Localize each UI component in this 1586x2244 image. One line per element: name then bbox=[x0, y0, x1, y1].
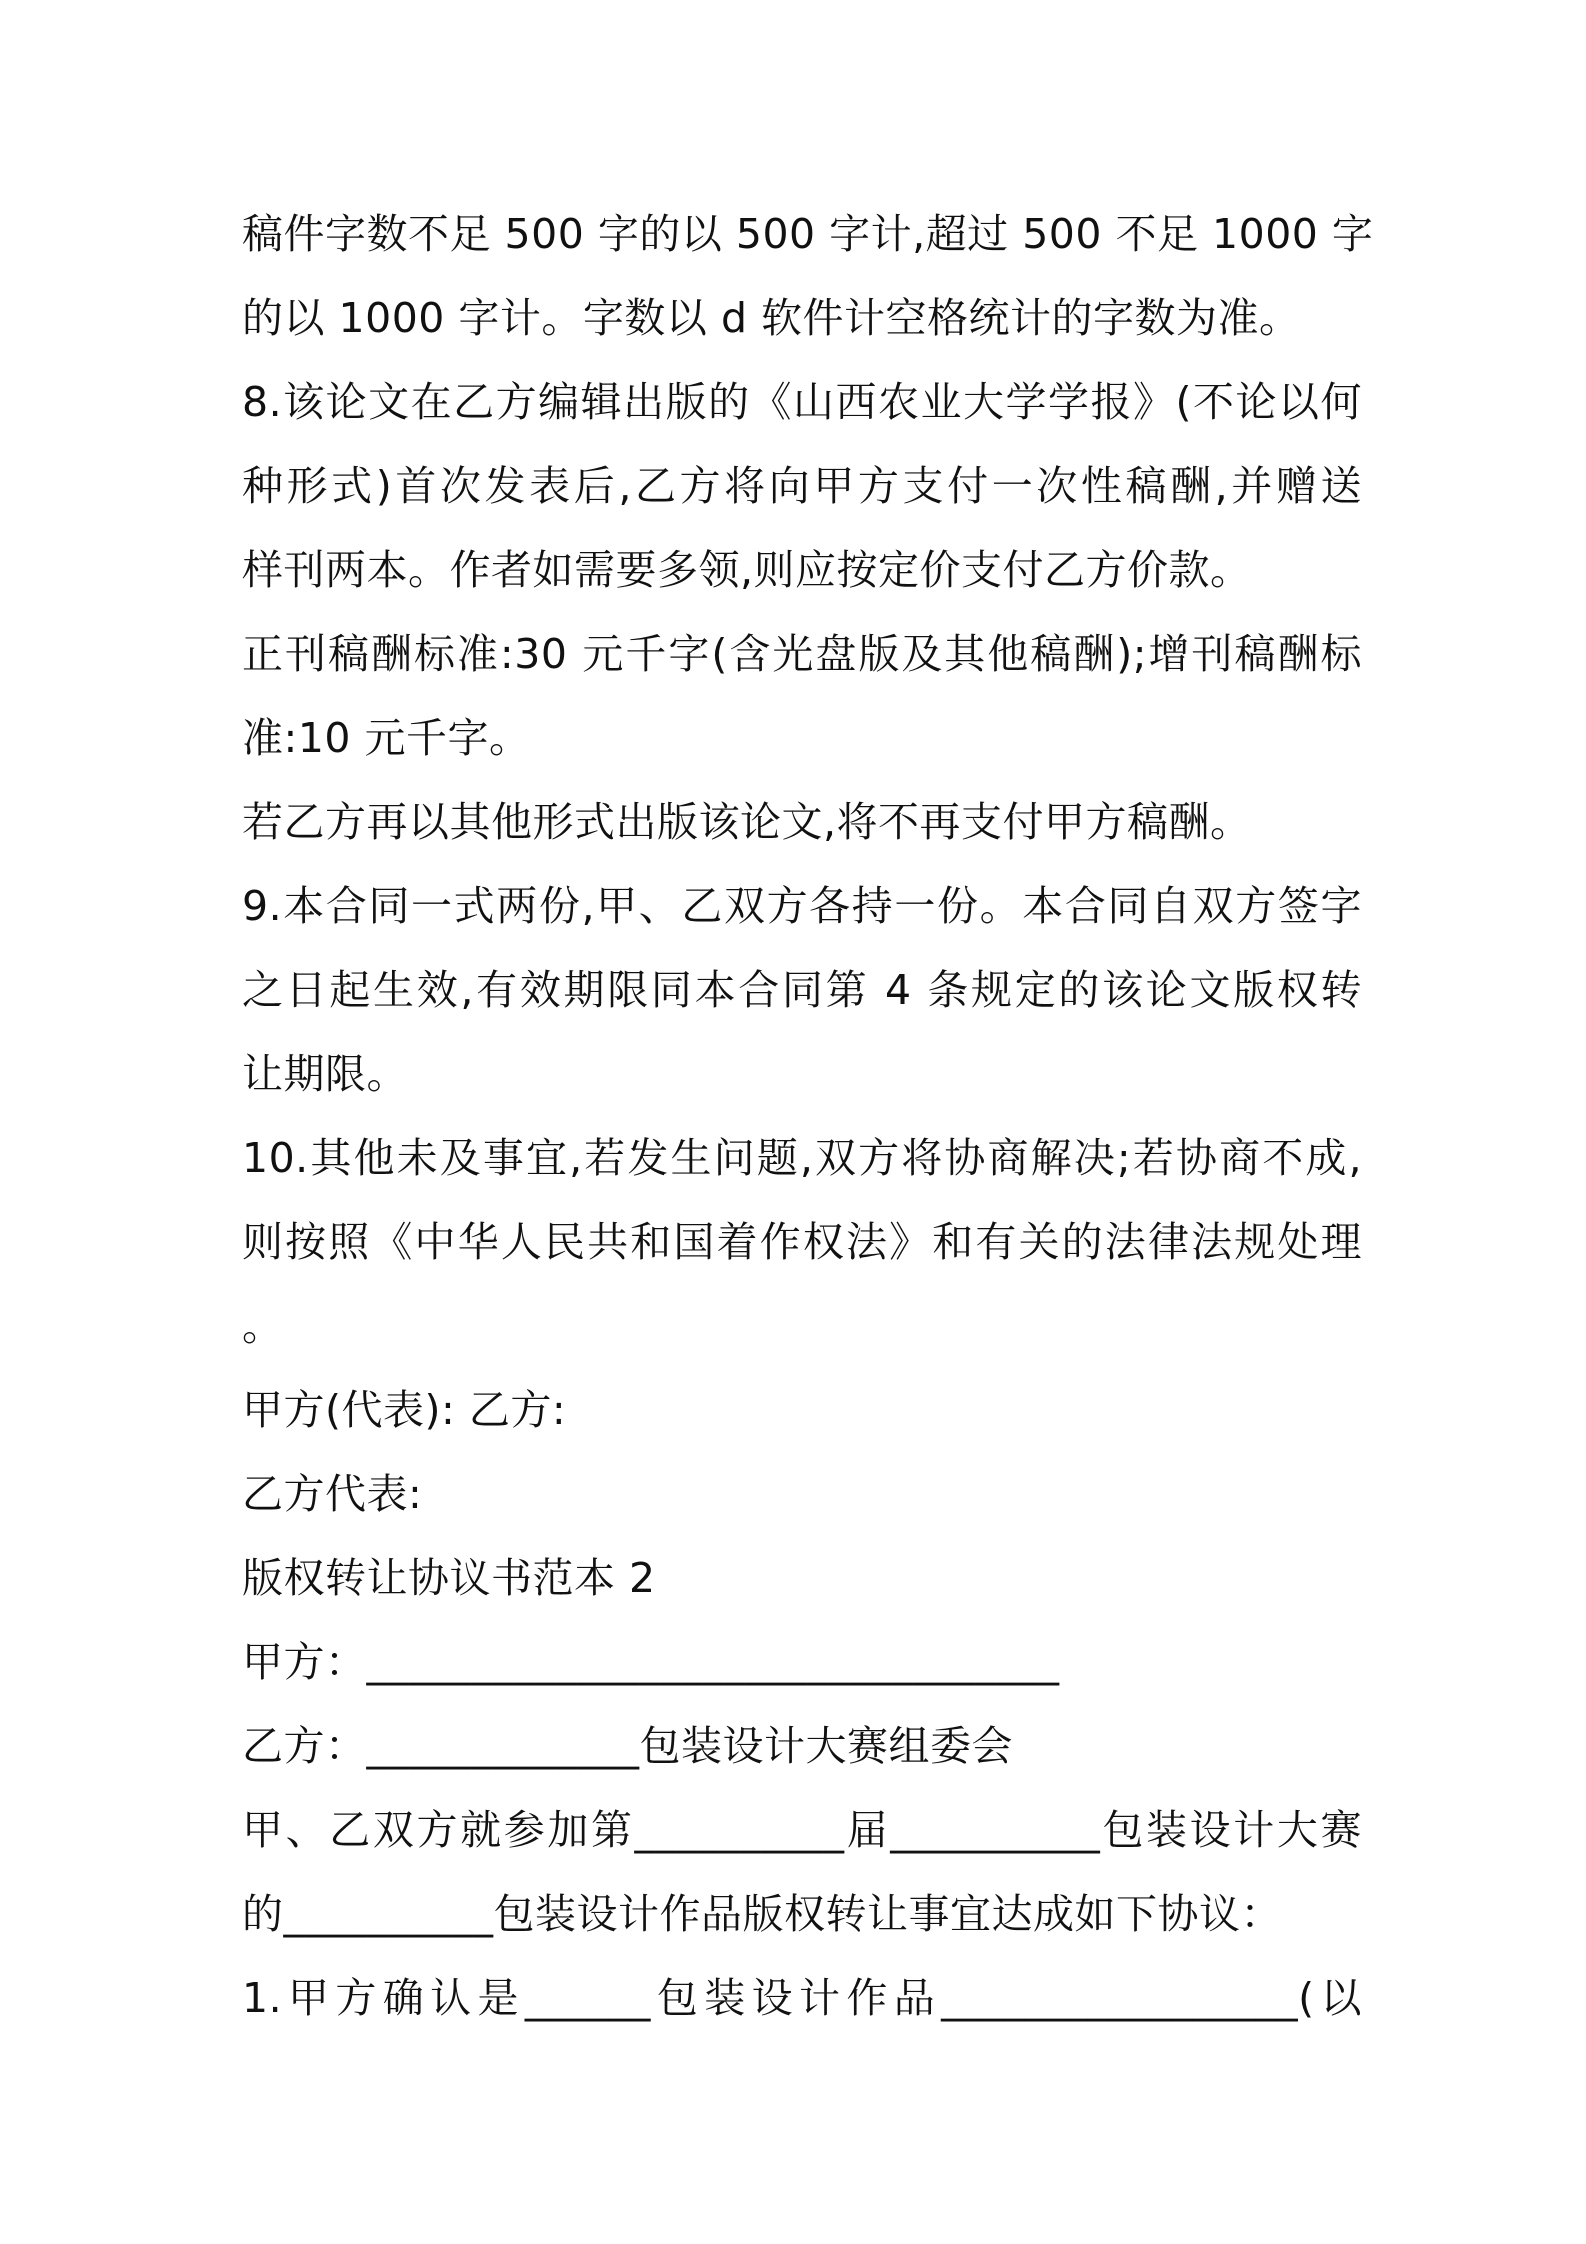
party-b-field: 乙方：_____________包装设计大赛组委会 bbox=[242, 1722, 1013, 1770]
text-line: 的以 1000 字计。字数以 d 软件计空格统计的字数为准。 bbox=[242, 294, 1301, 342]
section-title: 版权转让协议书范本 2 bbox=[242, 1554, 656, 1602]
clause-1-line: 1.甲方确认是______包装设计作品_________________(以 bbox=[242, 1974, 1362, 2022]
text-line: 样刊两本。作者如需要多领,则应按定价支付乙方价款。 bbox=[242, 546, 1252, 594]
text-line: 之日起生效,有效期限同本合同第 4 条规定的该论文版权转 bbox=[242, 966, 1362, 1014]
text-line: 若乙方再以其他形式出版该论文,将不再支付甲方稿酬。 bbox=[242, 798, 1252, 846]
document-body bbox=[242, 192, 1374, 2040]
signature-party-b-line: 乙方代表: bbox=[242, 1470, 423, 1518]
text-line: 让期限。 bbox=[242, 1050, 408, 1098]
party-a-field: 甲方：_________________________________ bbox=[242, 1638, 1060, 1686]
signature-party-a-line: 甲方(代表): 乙方: bbox=[242, 1386, 567, 1434]
clause-9-line: 9.本合同一式两份,甲、乙双方各持一份。本合同自双方签字 bbox=[242, 882, 1362, 930]
text-line: 则按照《中华人民共和国着作权法》和有关的法律法规处理 bbox=[242, 1218, 1362, 1266]
text-line: 。 bbox=[242, 1302, 284, 1350]
clause-8-line: 8.该论文在乙方编辑出版的《山西农业大学学报》(不论以何 bbox=[242, 378, 1362, 426]
clause-10-line: 10.其他未及事宜,若发生问题,双方将协商解决;若协商不成, bbox=[242, 1134, 1362, 1182]
agreement-intro-line: 的__________包装设计作品版权转让事宜达成如下协议： bbox=[242, 1890, 1282, 1938]
text-line: 稿件字数不足 500 字的以 500 字计,超过 500 不足 1000 字 bbox=[242, 210, 1374, 258]
text-line: 准:10 元千字。 bbox=[242, 714, 531, 762]
text-line: 种形式)首次发表后,乙方将向甲方支付一次性稿酬,并赠送 bbox=[242, 462, 1362, 510]
agreement-intro-line: 甲、乙双方就参加第__________届__________包装设计大赛 bbox=[242, 1806, 1362, 1854]
text-line: 正刊稿酬标准:30 元千字(含光盘版及其他稿酬);增刊稿酬标 bbox=[242, 630, 1362, 678]
